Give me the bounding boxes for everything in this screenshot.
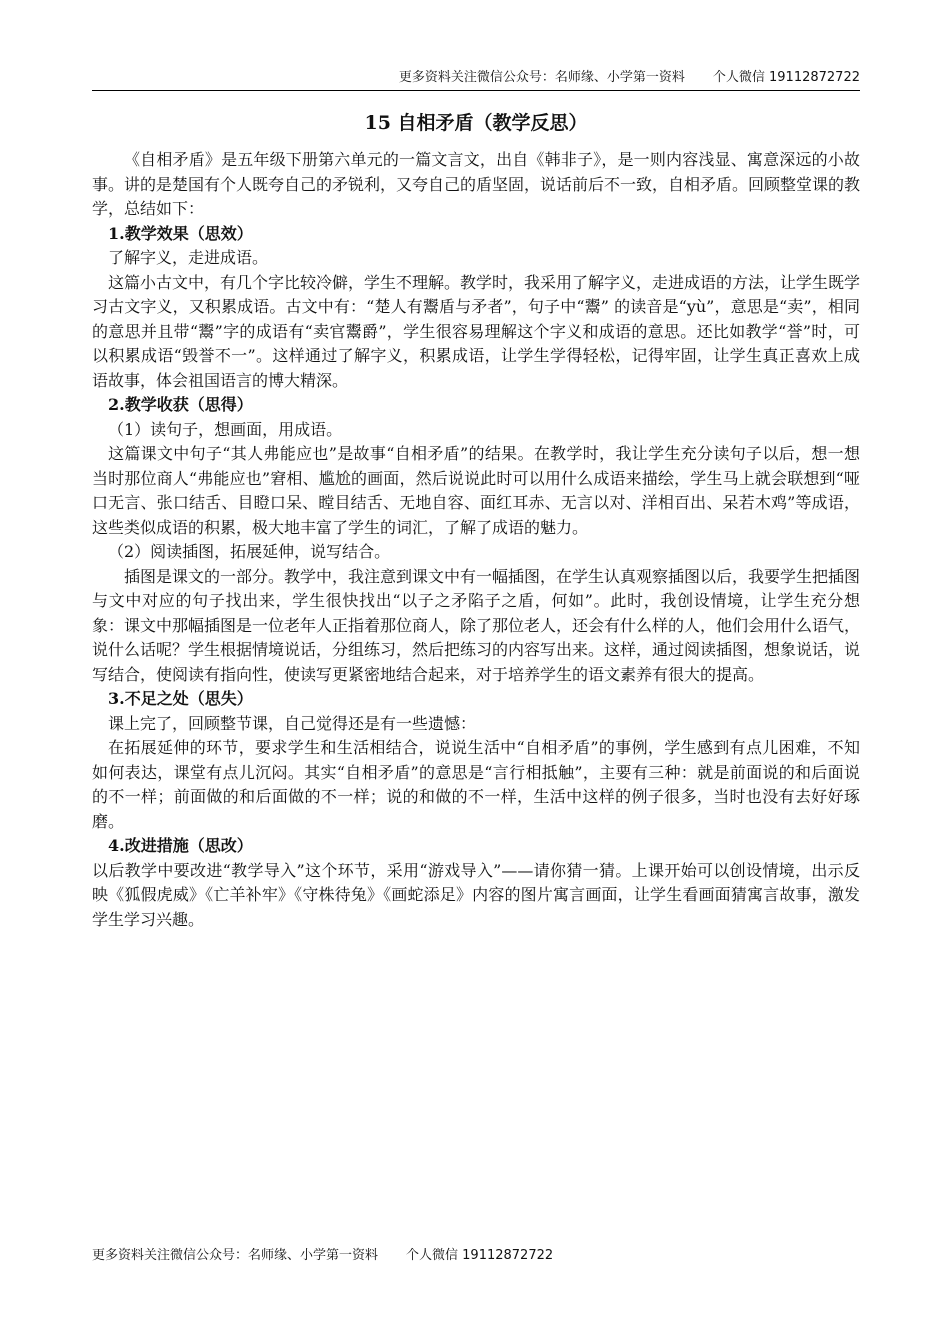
section-heading-effect: 1.教学效果（思效） — [108, 223, 253, 243]
header-divider — [92, 90, 860, 91]
intro-paragraph: 《自相矛盾》是五年级下册第六单元的一篇文言文，出自《韩非子》，是一则内容浅显、寓意深远的小故事。讲的是楚国有个人既夸自己的矛锐利，又夸自己的盾坚固，说话前后不一致，自相矛盾。回顾整堂课的教学，总结如下： — [92, 150, 861, 218]
section-heading-shortcoming: 3.不足之处（思失） — [108, 689, 253, 708]
section-heading-improvement: 4.改进措施（思改） — [108, 836, 253, 855]
subheading-illustration: （2）阅读插图，拓展延伸，说写结合。 — [108, 542, 391, 561]
paragraph-word-meaning: 这篇小古文中，有几个字比较冷僻，学生不理解。教学时，我采用了解字义，走进成语的方法，让学生既学习古文字义，又积累成语。古文中有：“楚人有鬻盾与矛者”，句子中“鬻” 的读音是“yù”，意思是“卖”，相同的意思并且带“鬻”字的成语有“卖官鬻爵”，学生很容易理解这个字义和成语的意思。还比如教学“誉”时，可以积累成语“毁誉不一”。这样通过了解字义，积累成语，让学生学得轻松，记得牢固，让学生真正喜欢上成语故事，体会祖国语言的博大精深。 — [92, 272, 861, 390]
paragraph-improvement: 以后教学中要改进“教学导入”这个环节，采用“游戏导入”——请你猜一猜。上课开始可以创设情境，出示反映《狐假虎威》《亡羊补牢》《守株待兔》《画蛇添足》内容的图片寓言画面，让学生看画面猜寓言故事，激发学生学习兴趣。 — [92, 860, 860, 929]
paragraph-illustration: 插图是课文的一部分。教学中，我注意到课文中有一幅插图，在学生认真观察插图以后，我要学生把插图与文中对应的句子找出来，学生很快找出“以子之矛陷子之盾，何如”。此时，我创设情境，让学生充分想象：课文中那幅插图是一位老年人正指着那位商人，除了那位老人，还会有什么样的人，他们会用什么语气，说什么话呢？学生根据情境说话，分组练习，然后把练习的内容写出来。这样，通过阅读插图，想象说话，说写结合，使阅读有指向性，使读写更紧密地结合起来，对于培养学生的语文素养有很大的提高。 — [92, 566, 861, 684]
page-footer — [92, 1246, 553, 1266]
section-heading-gain: 2.教学收获（思得） — [108, 395, 253, 414]
header-contact: 个人微信 19112872722 — [712, 70, 860, 85]
footer-contact: 个人微信 19112872722 — [406, 1248, 554, 1263]
subheading-read-sentence: （1）读句子，想画面，用成语。 — [108, 419, 343, 439]
page-header — [92, 68, 860, 88]
footer-text: 更多资料关注微信公众号：名师缘、小学第一资料 — [92, 1248, 379, 1263]
paragraph-read-sentence: 这篇课文中句子“其人弗能应也”是故事“自相矛盾”的结果。在教学时，我让学生充分读句子以后，想一想当时那位商人“弗能应也”窘相、尴尬的画面，然后说说此时可以用什么成语来描绘，学生马上就会联想到“哑口无言、张口结舌、目瞪口呆、瞠目结舌、无地自容、面红耳赤、无言以对、洋相百出、呆若木鸡”等成语，这些类似成语的积累，极大地丰富了学生的词汇，了解了成语的魅力。 — [92, 444, 860, 537]
document-title: 15 自相矛盾（教学反思） — [364, 112, 588, 134]
paragraph-shortcoming: 在拓展延伸的环节，要求学生和生活相结合，说说生活中“自相矛盾”的事例，学生感到有点儿困难，不知如何表达，课堂有点儿沉闷。其实“自相矛盾”的意思是“言行相抵触”，主要有三种：就是前面说的和后面说的不一样；前面做的和后面做的不一样；说的和做的不一样，生活中这样的例子很多，当时也没有去好好琢磨。 — [92, 738, 860, 831]
header-text: 更多资料关注微信公众号：名师缘、小学第一资料 — [398, 70, 685, 85]
document-body — [92, 148, 860, 932]
subheading-word-meaning: 了解字义，走进成语。 — [108, 248, 269, 267]
paragraph-regret-intro: 课上完了，回顾整节课，自己觉得还是有一些遗憾： — [108, 713, 477, 733]
